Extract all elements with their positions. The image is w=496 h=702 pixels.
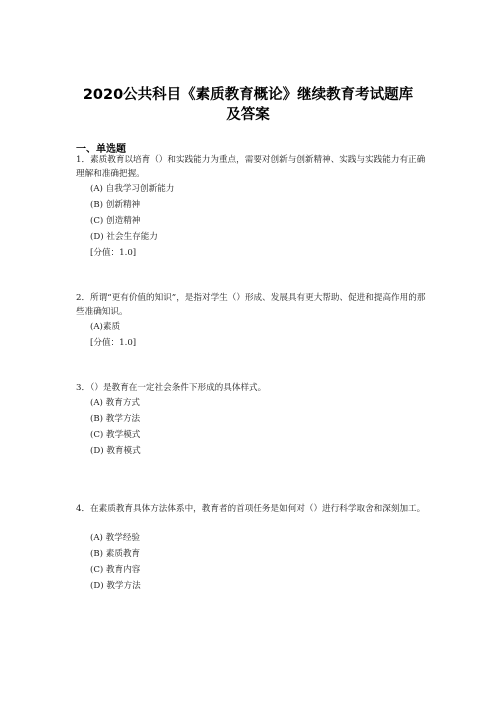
question-2-stem: 2．所谓“更有价值的知识”，是指对学生（）形成、发展具有更大帮助、促进和提高作用的那些准确知识。 bbox=[76, 293, 426, 317]
question-4-option-d: (D) 教学方法 bbox=[90, 581, 141, 591]
question-4-option-a: (A) 教学经验 bbox=[90, 533, 141, 543]
question-1-option-d: (D) 社会生存能力 bbox=[90, 232, 158, 242]
question-1-option-a: (A) 自我学习创新能力 bbox=[90, 184, 175, 194]
question-1-stem: 1．素质教育以培育（）和实践能力为重点，需要对创新与创新精神、实践与实践能力有正确理解和准确把握。 bbox=[76, 155, 426, 179]
question-3-option-a: (A) 教育方式 bbox=[90, 398, 141, 408]
question-3-stem: 3．（）是教育在一定社会条件下形成的具体样式。 bbox=[76, 383, 267, 393]
document-title-line2: 及答案 bbox=[226, 107, 270, 123]
question-2-option-a: (A)素质 bbox=[90, 322, 121, 332]
question-1-option-b: (B) 创新精神 bbox=[90, 200, 141, 210]
question-2-score: [分值：1.0] bbox=[90, 338, 137, 348]
question-4-stem: 4．在素质教育具体方法体系中，教育者的首项任务是如何对（）进行科学取舍和深刻加工。 bbox=[76, 504, 426, 514]
question-4-option-b: (B) 素质教育 bbox=[90, 549, 141, 559]
question-1-score: [分值：1.0] bbox=[90, 248, 137, 258]
question-3-option-b: (B) 教学方法 bbox=[90, 414, 141, 424]
question-3-option-c: (C) 教学模式 bbox=[90, 430, 141, 440]
document-title-line1: 2020公共科目《素质教育概论》继续教育考试题库 bbox=[82, 87, 414, 103]
question-1-option-c: (C) 创造精神 bbox=[90, 216, 141, 226]
question-4-option-c: (C) 教育内容 bbox=[90, 565, 141, 575]
question-3-option-d: (D) 教育模式 bbox=[90, 446, 141, 456]
section-heading: 一、单选题 bbox=[76, 144, 126, 155]
